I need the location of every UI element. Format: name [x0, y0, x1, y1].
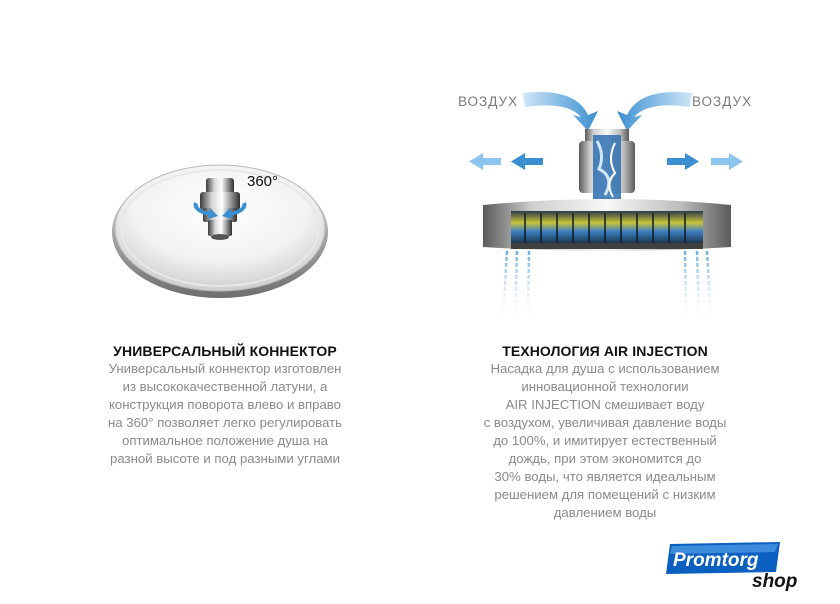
- rotation-badge: 360°: [247, 173, 279, 190]
- description-line: Универсальный коннектор изготовлен: [108, 361, 342, 376]
- air-outflow-arrows-left: [469, 153, 543, 170]
- description-line: дождь, при этом экономится до: [508, 451, 702, 466]
- description-line: инновационной технологии: [521, 379, 689, 394]
- description-line: AIR INJECTION смешивает воду: [505, 397, 705, 412]
- description-line: конструкция поворота влево и вправо: [108, 397, 341, 412]
- description-line: 30% воды, что является идеальным: [494, 469, 716, 484]
- description-line: разной высоте и под разными углами: [110, 451, 340, 466]
- air-injection-description: [410, 360, 800, 522]
- air-outflow-arrows-right: [667, 153, 743, 170]
- description-line: на 360° позволяет легко регулировать: [107, 415, 342, 430]
- connector-description: [40, 360, 410, 468]
- shower-head-illustration: [100, 140, 350, 310]
- description-line: давлением воды: [553, 505, 657, 520]
- air-injection-title: ТЕХНОЛОГИЯ AIR INJECTION: [502, 343, 708, 359]
- air-inflow-arrow-left: [523, 92, 598, 131]
- description-line: оптимальное положение душа на: [122, 433, 328, 448]
- air-injection-illustration: [455, 85, 760, 325]
- description-line: решением для помещений с низким: [494, 487, 716, 502]
- promtorg-shop-logo: [664, 540, 814, 594]
- description-line: с воздухом, увеличивая давление воды: [483, 415, 727, 430]
- air-inflow-arrow-right: [617, 92, 692, 131]
- logo-word-shop: shop: [752, 571, 798, 592]
- air-label-right: ВОЗДУХ: [692, 94, 753, 109]
- logo-word-promtorg: Promtorg: [673, 550, 759, 571]
- description-line: до 100%, и имитирует естественный: [493, 433, 717, 448]
- water-streams: [503, 251, 711, 320]
- description-line: Насадка для душа с использованием: [490, 361, 720, 376]
- description-line: из высококачественной латуни, а: [122, 379, 328, 394]
- connector-title: УНИВЕРСАЛЬНЫЙ КОННЕКТОР: [113, 343, 337, 359]
- air-label-left: ВОЗДУХ: [458, 94, 519, 109]
